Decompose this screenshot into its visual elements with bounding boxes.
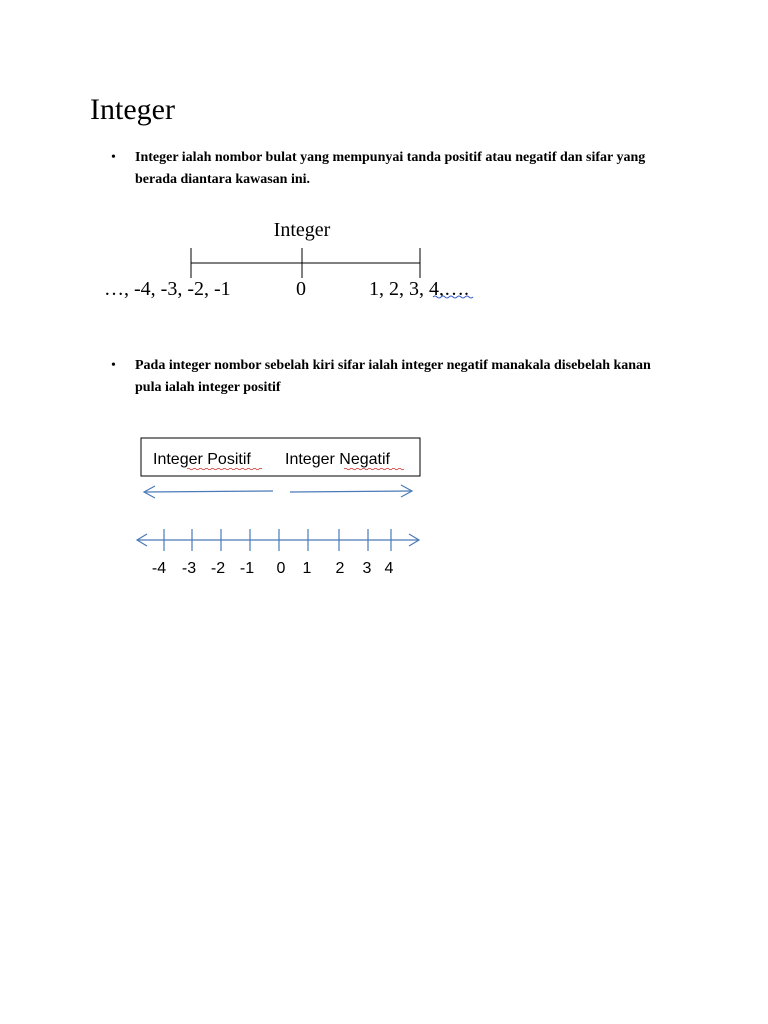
number-line-tick-label: 2 bbox=[335, 560, 345, 577]
page-title: Integer bbox=[90, 93, 175, 126]
number-line-tick-label: -3 bbox=[181, 560, 197, 577]
bullet-text: Pada integer nombor sebelah kiri sifar ialah integer negatif manakala disebelah kanan pula ialah integer positif bbox=[135, 358, 651, 395]
box-left-label: Integer Positif bbox=[153, 451, 251, 468]
zero-label: 0 bbox=[296, 278, 306, 300]
number-line-tick-label: 0 bbox=[276, 560, 286, 577]
spellcheck-underline-negatif bbox=[344, 468, 404, 470]
box-right-label: Integer Negatif bbox=[285, 451, 390, 468]
diagram-integer-label: Integer bbox=[273, 219, 331, 241]
number-line-tick-label: 1 bbox=[302, 560, 312, 577]
negative-integers-label: …, -4, -3, -2, -1 bbox=[104, 278, 231, 300]
bullet-text: Integer ialah nombor bulat yang mempunyai tanda positif atau negatif dan sifar yang berada diantara kawasan ini. bbox=[135, 150, 646, 187]
positive-integers-label: 1, 2, 3, 4,…. bbox=[369, 278, 469, 300]
number-line-tick-label: -1 bbox=[239, 560, 255, 577]
bullet-icon: • bbox=[111, 358, 116, 373]
left-arrow-line bbox=[145, 491, 273, 492]
number-line-tick-label: -4 bbox=[151, 560, 167, 577]
number-line-tick-label: 3 bbox=[362, 560, 372, 577]
number-line-tick-label: 4 bbox=[384, 560, 394, 577]
number-line-tick-label: -2 bbox=[210, 560, 226, 577]
right-arrow-line bbox=[290, 491, 411, 492]
bullet-icon: • bbox=[111, 150, 116, 165]
